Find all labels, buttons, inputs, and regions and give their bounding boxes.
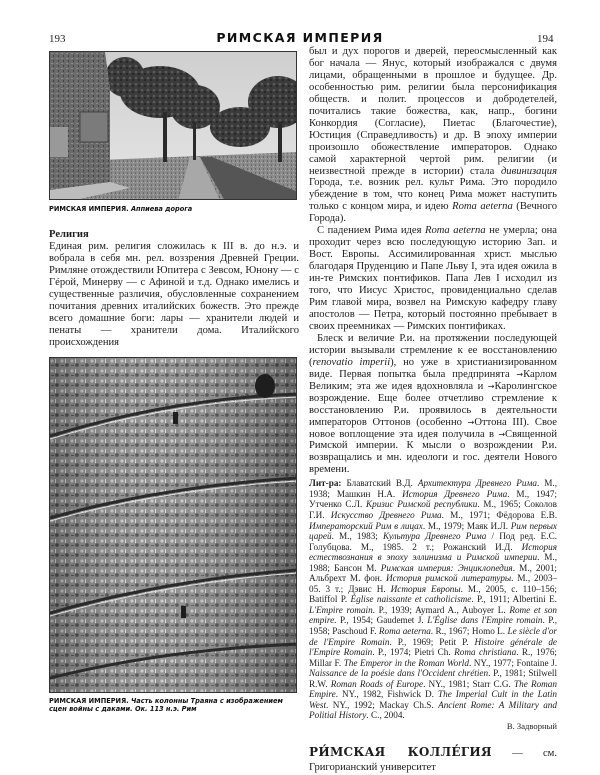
- bibliography-item: [348, 584, 557, 594]
- bibliography-details: . C., 2004.: [366, 710, 405, 721]
- bibliography-author: Рожанский И.Д.: [443, 541, 522, 552]
- bibliography-title: Римская империя: Энциклопедия: [380, 562, 513, 573]
- bibliography-title: Roma christiana: [454, 647, 517, 658]
- bibliography-details: . М., 2005, с. 110–156;: [460, 583, 557, 594]
- bibliography-title: Императорский Рим в лицах: [309, 520, 423, 531]
- bibliography-title: История естествознания в эпоху эллинизма и Римской империи: [309, 541, 557, 563]
- trajan-column-image: [50, 358, 297, 693]
- bibliography-item: [309, 499, 524, 509]
- bibliography-item: [334, 563, 557, 573]
- bibliography-author: Альбрехт М. фон.: [309, 573, 386, 584]
- link-holy-roman-empire[interactable]: Священной Римской империи: [309, 428, 557, 452]
- section-title-religion: Религия: [49, 229, 89, 240]
- bibliography-author: Albertini E.: [512, 594, 557, 605]
- bibliography-author: Petit P.: [439, 636, 475, 647]
- caption-text: Аппиева дорога: [130, 205, 193, 213]
- bibliography-author: Fontaine J.: [516, 657, 557, 668]
- bibliography-author: Соколов Г.И.: [309, 499, 557, 520]
- bibliography-item: [309, 594, 513, 604]
- bibliography-title: L'Église dans l'Empire romain: [427, 615, 543, 626]
- bibliography: [309, 478, 557, 731]
- page-number-left: 193: [49, 33, 66, 45]
- bibliography-details: . М., 1947;: [507, 488, 557, 499]
- bibliography-details: . М., 1938;: [309, 478, 558, 499]
- cross-reference-arrow-icon: →: [516, 369, 524, 379]
- paragraph-roma-aeterna: С падением Рима идея Roma aeterna не умерла; она проходит через всю последующую историю Зап. и Вост. Европы. Ассимилированная христ. мыслью благодаря Пруденцию и Папе Льву I, эта идея ожила в ин-те Римских понтификов. Папа Лев I исходил из того, что Иисус Христос, провиденциально сделав Рим главой мира, возвел на Римскую кафедру главу апостолов — Петра, который постоянно пребывает в своих преемниках — Римских понтификах.: [309, 225, 558, 332]
- bibliography-details: . М., 1988;: [309, 552, 558, 573]
- right-column-text: [309, 46, 557, 775]
- caption-label: РИМСКАЯ ИМПЕРИЯ.: [49, 205, 129, 213]
- bibliography-details: . М., 1983;: [331, 531, 383, 542]
- bibliography-author: Fishwick D.: [387, 689, 438, 700]
- photo-trajan-column: [49, 357, 297, 693]
- bibliography-title: Église naissante et catholicisme: [350, 594, 472, 605]
- bibliography-details: / Под ред. Е.С. Голубцова. М., 1985. 2 т.;: [309, 531, 558, 552]
- bibliography-title: The Imperial Cult in the Latin West: [309, 689, 557, 710]
- bibliography-item: [332, 626, 472, 636]
- bibliography-author: Gaudemet J.: [376, 615, 428, 626]
- bibliography-details: . P., 1958;: [309, 615, 557, 636]
- bibliography-title: Ancient Rome: A Military and Politial History: [309, 699, 557, 721]
- bibliography-author: Pietri Ch.: [414, 647, 455, 658]
- entry-term: РИ́МСКАЯ КОЛЛЕ́ГИЯ: [309, 745, 492, 760]
- bibliography-details: . P., 1981;: [488, 668, 529, 679]
- bibliography-items: [309, 478, 557, 720]
- bibliography-item: [309, 658, 516, 668]
- bibliography-details: . R., 1976;: [516, 647, 557, 658]
- link-carolingian-renaissance[interactable]: Каролингское возрождение: [309, 380, 557, 404]
- bibliography-title: Кризис Римской республики: [366, 499, 478, 510]
- bibliography-author: Starr C.G.: [472, 678, 515, 689]
- dictionary-entry-roman-college: [309, 745, 557, 775]
- bibliography-details: . NY., 1982,: [335, 689, 388, 700]
- appian-way-image: [50, 52, 297, 200]
- religion-paragraph: Единая рим. религия сложилась к III в. до н.э. и вобрала в себя мн. рел. воззрения Древней Греции. Римляне отождествили Юпитера с Зевсом, Юнону — с Гéрой, Минерву — с Афиной и т.д. Однако имелись и существенные различия, обусловленные сохранением почитания древних италийских божеств. Это прежде всего домашние боги: лары — хранители людей и пенаты — хранители дома. Италийского происхождения: [49, 240, 299, 348]
- cross-reference-arrow-icon: →: [487, 381, 495, 391]
- bibliography-details: . R., 1967;: [430, 625, 472, 636]
- bibliography-title: Искусство Древнего Рима: [330, 509, 442, 520]
- paragraph-janus: был и дух порогов и дверей, переосмысленный как бог начала — Янус, который изображался с двумя лицами, обращенными в прошлое и будущее. Др. особенностью рим. религии была персонификация обществ. и полит. процессов и добродетелей, почитались такие божества, как, напр., богини Конкордия (Согласие), Пиетас (Благочестие), Юстиция (Справедливость) и др. В эпоху империи произошло обожествление императоров. Однако самой характерной чертой рим. религии (и неизвестной прежде в истории) стала дивинизация Города, т.е. возник рел. культ Рима. Это породило убеждение в том, что конец Рима может наступить только с концом мира, и идею Roma aeterna (Вечного Города).: [309, 46, 558, 225]
- bibliography-details: . NY., 1977;: [468, 657, 517, 668]
- paragraph-renovatio: Блеск и величие Р.и. на протяжении последующей истории вызывали стремление к ее восстановлению (renovatio imperii), но уже в христианизированном виде. Первая попытка была предпринята →Карлом Великим; эта же идея вдохновляла и →Каролингское возрождение. Еще более отчетливо стремление к восстановлению Р.и. проявилось в деятельности императоров Оттонов (особенно →Оттона III). Свое новое воплощение эта идея получила в →Священной Римской империи. К мысли о возрождении Р.и. возвращались и мн. идеологи и гос. деятели Нового времени.: [309, 332, 557, 476]
- bibliography-author: Блаватский В.Д.: [346, 478, 418, 489]
- bibliography-title: L'Empire romain: [309, 604, 373, 615]
- page-number-right: 194: [537, 33, 554, 45]
- bibliography-title: The Emperor in the Roman World: [343, 657, 469, 668]
- bibliography-author: Stilwell R.W.: [309, 668, 557, 689]
- caption-label: РИМСКАЯ ИМПЕРИЯ.: [49, 697, 129, 705]
- bibliography-title: The Roman Empire: [309, 678, 557, 700]
- bibliography-title: Roma aeterna: [378, 625, 431, 636]
- bibliography-author: Дэвис Н.: [348, 583, 391, 594]
- entry-see-also[interactable]: — см. Григорианский университет: [309, 748, 558, 774]
- bibliography-author: Утченко С.Л.: [309, 499, 366, 510]
- bibliography-author: Batiffol P.: [309, 594, 351, 605]
- cross-reference-arrow-icon: →: [498, 429, 506, 439]
- cross-reference-arrow-icon: →: [467, 417, 475, 427]
- bibliography-title: История Европы: [390, 583, 461, 594]
- figure-caption-trajan-column: [49, 697, 299, 713]
- bibliography-title: Рим первых царей: [309, 520, 557, 542]
- caption-text: Часть колонны Траяна с изображением сцен войны с даками. Ок. 113 н.э. Рим: [49, 697, 283, 713]
- bibliography-title: Архитектура Древнего Рима: [417, 478, 537, 489]
- bibliography-details: . М., 2001;: [512, 562, 557, 573]
- bibliography-title: История Древнего Рима: [402, 488, 508, 499]
- bibliography-author: Mackay Ch.S.: [379, 699, 439, 710]
- bibliography-author: Машкин Н.А.: [336, 488, 403, 499]
- bibliography-details: . NY., 1981;: [423, 678, 473, 689]
- bibliography-details: . P., 1974;: [372, 647, 415, 658]
- running-title: РИМСКАЯ ИМПЕРИЯ: [216, 30, 384, 45]
- bibliography-title: Roman Roads of Europe: [330, 678, 424, 689]
- bibliography-details: . М., 2003–05. 3 т.;: [309, 573, 558, 594]
- bibliography-title: История римской литературы: [385, 573, 512, 584]
- left-column-text: [49, 229, 299, 349]
- bibliography-label: Лит-ра:: [309, 478, 342, 489]
- link-charlemagne[interactable]: Карлом Великим: [309, 368, 557, 392]
- bibliography-details: . P., 1911;: [471, 594, 513, 605]
- article-author: В. Задворный: [506, 720, 557, 731]
- bibliography-details: . М., 1965;: [477, 499, 525, 510]
- bibliography-details: . P., 1969;: [389, 636, 440, 647]
- bibliography-title: Le siècle d'or de l'Empire Romain: [309, 625, 558, 647]
- bibliography-title: Naissance de la poésie dans l'Occident chrétien: [309, 668, 489, 679]
- bibliography-author: Aymard A., Auboyer L.: [415, 604, 510, 615]
- bibliography-title: Культура Древнего Рима: [382, 531, 487, 542]
- bibliography-details: . М., 1979;: [422, 520, 467, 531]
- bibliography-author: Маяк И.Л.: [466, 520, 511, 531]
- bibliography-item: [337, 489, 557, 499]
- photo-appian-way: [49, 51, 297, 200]
- bibliography-author: Бансон М.: [334, 562, 381, 573]
- bibliography-details: . М., 1971;: [441, 509, 497, 520]
- bibliography-item: [414, 647, 557, 657]
- figure-caption-appian-way: [49, 205, 299, 213]
- bibliography-title: Histoire générale de l'Empire Romain: [309, 636, 558, 658]
- bibliography-details: . NY., 1992;: [326, 699, 380, 710]
- bibliography-author: Фёдорова Е.В.: [496, 509, 557, 520]
- bibliography-details: . P., 1939;: [372, 604, 416, 615]
- bibliography-author: Paschoud F.: [332, 625, 379, 636]
- link-otto-iii[interactable]: Оттона III: [474, 416, 524, 428]
- bibliography-author: Millar F.: [309, 657, 344, 668]
- bibliography-author: Homo L.: [471, 625, 508, 636]
- bibliography-details: . P., 1954;: [334, 615, 377, 626]
- bibliography-title: Rome et son empire: [309, 604, 558, 626]
